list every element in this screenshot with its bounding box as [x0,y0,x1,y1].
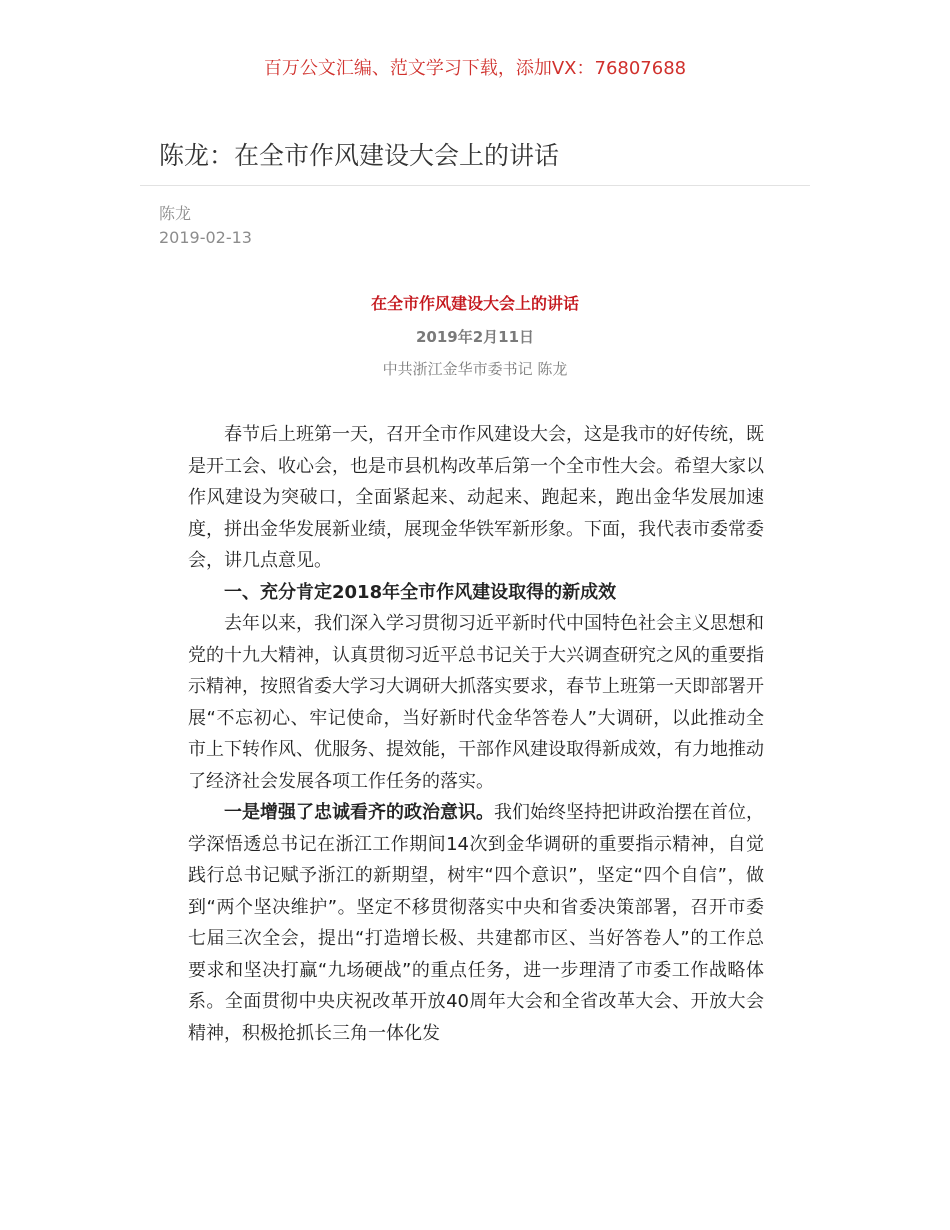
document-heading: 在全市作风建设大会上的讲话 [370,294,579,313]
article-date: 2019-02-13 [159,228,252,247]
promo-banner: 百万公文汇编、范文学习下载，添加VX：76807688 [263,58,687,79]
page-title: 陈龙：在全市作风建设大会上的讲话 [159,141,560,170]
intro-paragraph: 春节后上班第一天，召开全市作风建设大会，这是我市的好传统，既是开工会、收心会，也是市县机构改革后第一个全市性大会。希望大家以作风建设为突破口，全面紧起来、动起来、跑起来，跑出金华发展加速度，拼出金华发展新业绩，展现金华铁军新形象。下面，我代表市委常委会，讲几点意见。 [188,424,764,571]
title-divider [140,185,810,186]
paragraph-lead: 一是增强了忠诚看齐的政治意识。 [224,802,494,823]
document-speaker: 中共浙江金华市委书记 陈龙 [382,360,568,378]
paragraph-text: 我们始终坚持把讲政治摆在首位，学深悟透总书记在浙江工作期间14次到金华调研的重要指示精神，自觉践行总书记赋予浙江的新期望，树牢“四个意识”，坚定“四个自信”，做到“两个坚决维护”。坚定不移贯彻落实中央和省委决策部署，召开市委七届三次全会，提出“打造增长极、共建都市区、当好答卷人”的工作总要求和坚决打赢“九场硬战”的重点任务，进一步理清了市委工作战略体系。全面贯彻中央庆祝改革开放40周年大会和全省改革大会、开放大会精神，积极抢抓长三角一体化发 [188,802,764,1044]
article-author: 陈龙 [159,204,192,223]
section-heading: 一、充分肯定2018年全市作风建设取得的新成效 [224,581,617,603]
document-date: 2019年2月11日 [415,328,535,346]
section-paragraph-2 [188,797,764,1049]
section-paragraph: 去年以来，我们深入学习贯彻习近平新时代中国特色社会主义思想和党的十九大精神，认真贯彻习近平总书记关于大兴调查研究之风的重要指示精神，按照省委大学习大调研大抓落实要求，春节上班第一天即部署开展“不忘初心、牢记使命，当好新时代金华答卷人”大调研，以此推动全市上下转作风、优服务、提效能，干部作风建设取得新成效，有力地推动了经济社会发展各项工作任务的落实。 [188,613,764,792]
article-body [188,419,764,1049]
